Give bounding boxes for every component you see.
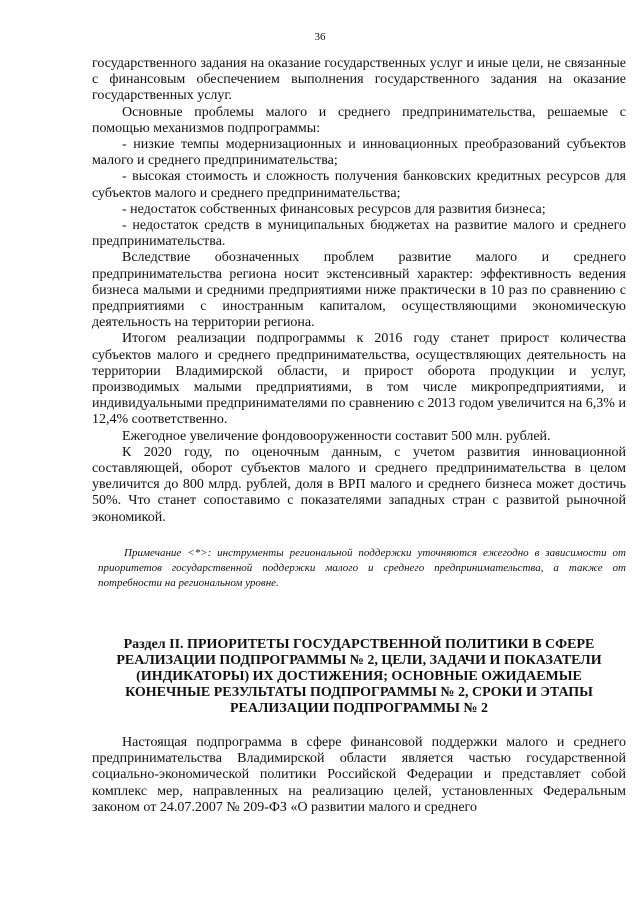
paragraph-continuation: государственного задания на оказание государственных услуг и иные цели, не связанные с финансовым обеспечением выполнения государственного задания на оказание государственных услуг.: [92, 56, 626, 104]
paragraph-consequence: Вследствие обозначенных проблем развитие малого и среднего предпринимательства региона носит экстенсивный характер: эффективность ведения бизнеса малыми и средними предприятиями ниже практически в 10 раз по сравнению с предприятиями с иностранным капиталом, осуществляющими экономическую деятельность на территории региона.: [92, 250, 626, 331]
document-body: [92, 56, 626, 816]
section-heading: Раздел II. ПРИОРИТЕТЫ ГОСУДАРСТВЕННОЙ ПОЛИТИКИ В СФЕРЕ РЕАЛИЗАЦИИ ПОДПРОГРАММЫ № 2, ЦЕЛИ, ЗАДАЧИ И ПОКАЗАТЕЛИ (ИНДИКАТОРЫ) ИХ ДОСТИЖЕНИЯ; ОСНОВНЫЕ ОЖИДАЕМЫЕ КОНЕЧНЫЕ РЕЗУЛЬТАТЫ ПОДПРОГРАММЫ № 2, СРОКИ И ЭТАПЫ РЕАЛИЗАЦИИ ПОДПРОГРАММЫ № 2: [116, 636, 602, 716]
footnote: Примечание <*>: инструменты региональной поддержки уточняются ежегодно в зависимости от приоритетов государственной поддержки малого и среднего предпринимательства, а также от потребности на региональном уровне.: [98, 546, 626, 589]
list-item-problem: - низкие темпы модернизационных и инновационных преобразований субъектов малого и среднего предпринимательства;: [92, 137, 626, 169]
paragraph-annual-increase: Ежегодное увеличение фондовооруженности составит 500 млн. рублей.: [122, 428, 551, 444]
paragraph-subprogram-description: Настоящая подпрограмма в сфере финансовой поддержки малого и среднего предпринимательства Владимирской области является частью государственной социально-экономической политики Российской Федерации и представляет собой комплекс мер, направленных на реализацию целей, установленных Федеральным законом от 24.07.2007 № 209-ФЗ «О развитии малого и среднего: [92, 734, 626, 815]
paragraph-results-2016: Итогом реализации подпрограммы к 2016 году станет прирост количества субъектов малого и среднего предпринимательства, осуществляющих деятельность на территории Владимирской области, и прирост оборота продукции и услуг, производимых малыми предприятиями, в том числе микропредприятиями, и индивидуальными предпринимателями по сравнению с 2013 годом увеличится на 6,3% и 12,4% соответственно.: [92, 331, 626, 428]
paragraph-forecast-2020: К 2020 году, по оценочным данным, с учетом развития инновационной составляющей, оборот субъектов малого и среднего предпринимательства в целом увеличится до 800 млрд. рублей, доля в ВРП малого и среднего бизнеса может достичь 50%. Что станет сопоставимо с показателями западных стран с развитой рыночной экономикой.: [92, 444, 626, 525]
list-item-problem: - недостаток собственных финансовых ресурсов для развития бизнеса;: [122, 201, 546, 217]
page-number: 36: [314, 31, 326, 43]
list-item-problem: - высокая стоимость и сложность получения банковских кредитных ресурсов для субъектов малого и среднего предпринимательства;: [92, 169, 626, 201]
paragraph-problems-intro: Основные проблемы малого и среднего предпринимательства, решаемые с помощью механизмов подпрограммы:: [92, 104, 626, 136]
list-item-problem: - недостаток средств в муниципальных бюджетах на развитие малого и среднего предпринимательства.: [92, 218, 626, 250]
